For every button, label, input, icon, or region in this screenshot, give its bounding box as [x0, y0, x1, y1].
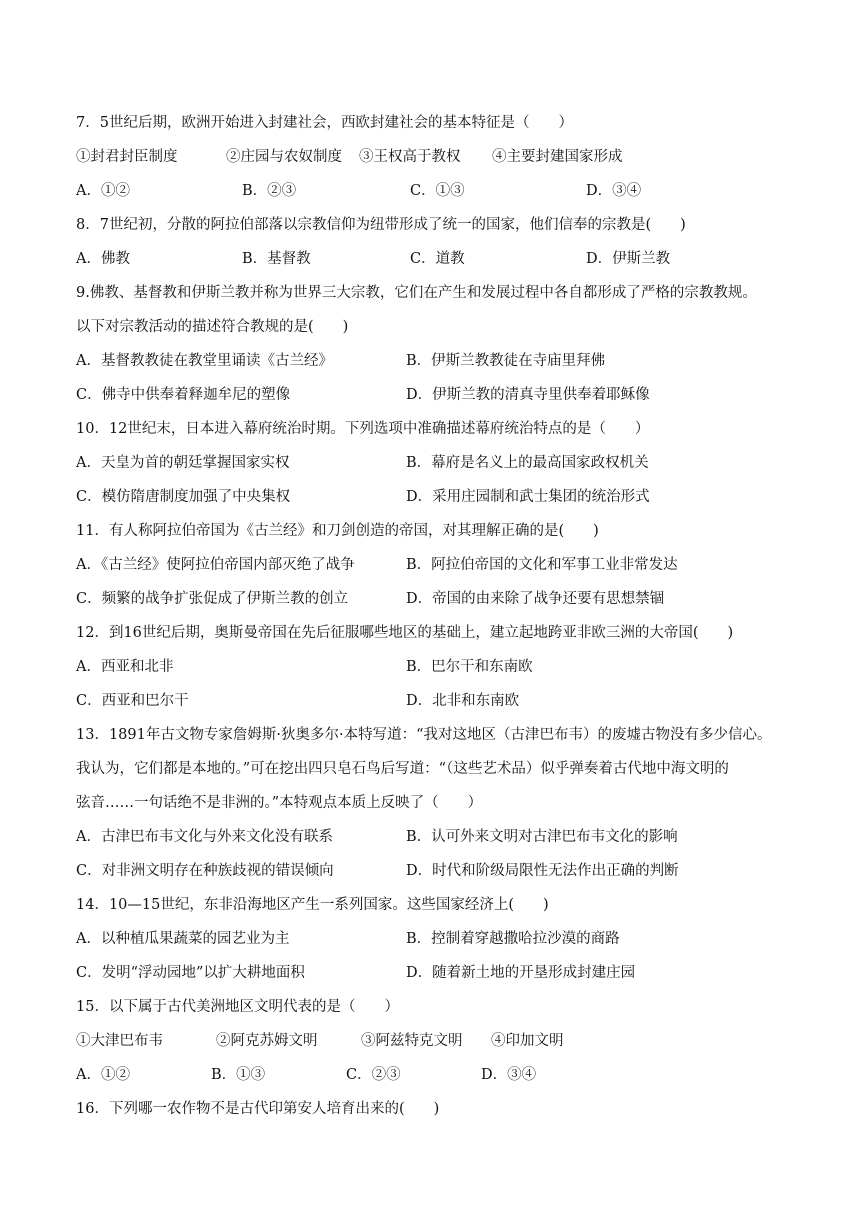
option-b[interactable]: B．巴尔干和东南欧: [406, 659, 533, 675]
question-7-stem: 7．5世纪后期，欧洲开始进入封建社会，西欧封建社会的基本特征是（ ）: [76, 115, 573, 131]
option-d[interactable]: D．③④: [481, 1067, 537, 1083]
statement: ④主要封建国家形成: [492, 149, 623, 165]
question-13-stem-line-1: 13．1891年古文物专家詹姆斯·狄奥多尔·本特写道：“我对这地区（古津巴布韦）的废墟古物没有多少信心。: [76, 727, 772, 743]
statement: ②庄园与农奴制度: [226, 149, 342, 165]
option-c[interactable]: C．佛寺中供奉着释迦牟尼的塑像: [76, 387, 291, 403]
option-a[interactable]: A．天皇为首的朝廷掌握国家实权: [76, 455, 290, 471]
question-11-stem: 11．有人称阿拉伯帝国为《古兰经》和刀剑创造的帝国，对其理解正确的是( ): [76, 523, 599, 539]
option-a[interactable]: A．基督教教徒在教堂里诵读《古兰经》: [76, 353, 333, 369]
option-b[interactable]: B．控制着穿越撒哈拉沙漠的商路: [406, 931, 620, 947]
statement: ③阿兹特克文明: [361, 1033, 463, 1049]
question-13-options-row-2: [76, 854, 796, 888]
statement: ③王权高于教权: [359, 149, 461, 165]
question-13-stem-line-2: 我认为，它们都是本地的。”可在挖出四只皂石鸟后写道：“（这些艺术品）似乎弹奏着古代地中海文明的: [76, 761, 729, 777]
question-13-stem-line-3: 弦音……一句话绝不是非洲的。”本特观点本质上反映了（ ）: [76, 795, 483, 811]
option-a[interactable]: A．以种植瓜果蔬菜的园艺业为主: [76, 931, 290, 947]
question-9-options-row-2: [76, 378, 796, 412]
question-11-options-row-1: [76, 548, 796, 582]
option-b[interactable]: B．认可外来文明对古津巴布韦文化的影响: [406, 829, 678, 845]
option-c[interactable]: C．模仿隋唐制度加强了中央集权: [76, 489, 291, 505]
option-b[interactable]: B．基督教: [242, 251, 311, 267]
question-12-options-row-1: [76, 650, 796, 684]
question-14-options-row-1: [76, 922, 796, 956]
option-a[interactable]: A．①②: [76, 1067, 130, 1083]
question-16-stem: 16．下列哪一农作物不是古代印第安人培育出来的( ): [76, 1101, 440, 1117]
option-d[interactable]: D．③④: [586, 183, 642, 199]
option-d[interactable]: D．伊斯兰教的清真寺里供奉着耶稣像: [406, 387, 650, 403]
option-c[interactable]: C．②③: [346, 1067, 401, 1083]
question-11-options-row-2: [76, 582, 796, 616]
question-14-stem: 14．10—15世纪，东非沿海地区产生一系列国家。这些国家经济上( ): [76, 897, 549, 913]
option-d[interactable]: D．随着新土地的开垦形成封建庄园: [406, 965, 636, 981]
option-b[interactable]: B．幕府是名义上的最高国家政权机关: [406, 455, 649, 471]
option-c[interactable]: C．西亚和巴尔干: [76, 693, 189, 709]
option-a[interactable]: A．《古兰经》使阿拉伯帝国内部灭绝了战争: [76, 557, 355, 573]
statement: ①封君封臣制度: [76, 149, 178, 165]
question-9-stem-line-1: 9.佛教、基督教和伊斯兰教并称为世界三大宗教，它们在产生和发展过程中各自都形成了严格的宗教教规。: [76, 285, 757, 301]
option-c[interactable]: C．道教: [410, 251, 465, 267]
question-7-options: [76, 174, 796, 208]
option-a[interactable]: A．①②: [76, 183, 130, 199]
option-a[interactable]: A．古津巴布韦文化与外来文化没有联系: [76, 829, 333, 845]
option-d[interactable]: D．时代和阶级局限性无法作出正确的判断: [406, 863, 679, 879]
question-13-options-row-1: [76, 820, 796, 854]
question-15-stem: 15．以下属于古代美洲地区文明代表的是（ ）: [76, 999, 399, 1015]
question-15-options: [76, 1058, 796, 1092]
option-d[interactable]: D．伊斯兰教: [586, 251, 671, 267]
question-12-options-row-2: [76, 684, 796, 718]
option-a[interactable]: A．佛教: [76, 251, 130, 267]
option-c[interactable]: C．频繁的战争扩张促成了伊斯兰教的创立: [76, 591, 349, 607]
statement: ①大津巴布韦: [76, 1033, 163, 1049]
statement: ④印加文明: [491, 1033, 564, 1049]
question-12-stem: 12．到16世纪后期，奥斯曼帝国在先后征服哪些地区的基础上，建立起地跨亚非欧三洲的大帝国( ): [76, 625, 734, 641]
question-8-options: [76, 242, 796, 276]
question-10-options-row-2: [76, 480, 796, 514]
option-c[interactable]: C．对非洲文明存在种族歧视的错误倾向: [76, 863, 334, 879]
option-d[interactable]: D．北非和东南欧: [406, 693, 520, 709]
option-d[interactable]: D．帝国的由来除了战争还要有思想禁锢: [406, 591, 665, 607]
option-c[interactable]: C．①③: [410, 183, 465, 199]
question-9-stem-line-2: 以下对宗教活动的描述符合教规的是( ): [76, 319, 349, 335]
option-b[interactable]: B．①③: [211, 1067, 266, 1083]
option-a[interactable]: A．西亚和北非: [76, 659, 174, 675]
option-c[interactable]: C．发明“浮动园地”以扩大耕地面积: [76, 965, 305, 981]
question-8-stem: 8．7世纪初，分散的阿拉伯部落以宗教信仰为纽带形成了统一的国家，他们信奉的宗教是( ): [76, 217, 686, 233]
question-7-statements: [76, 140, 796, 174]
question-14-options-row-2: [76, 956, 796, 990]
option-b[interactable]: B．②③: [242, 183, 297, 199]
question-10-options-row-1: [76, 446, 796, 480]
statement: ②阿克苏姆文明: [216, 1033, 318, 1049]
question-9-options-row-1: [76, 344, 796, 378]
exam-page: [76, 106, 796, 1126]
question-10-stem: 10．12世纪末，日本进入幕府统治时期。下列选项中准确描述幕府统治特点的是（ ）: [76, 421, 650, 437]
question-15-statements: [76, 1024, 796, 1058]
option-b[interactable]: B．伊斯兰教教徒在寺庙里拜佛: [406, 353, 606, 369]
option-d[interactable]: D．采用庄园制和武士集团的统治形式: [406, 489, 650, 505]
option-b[interactable]: B．阿拉伯帝国的文化和军事工业非常发达: [406, 557, 678, 573]
